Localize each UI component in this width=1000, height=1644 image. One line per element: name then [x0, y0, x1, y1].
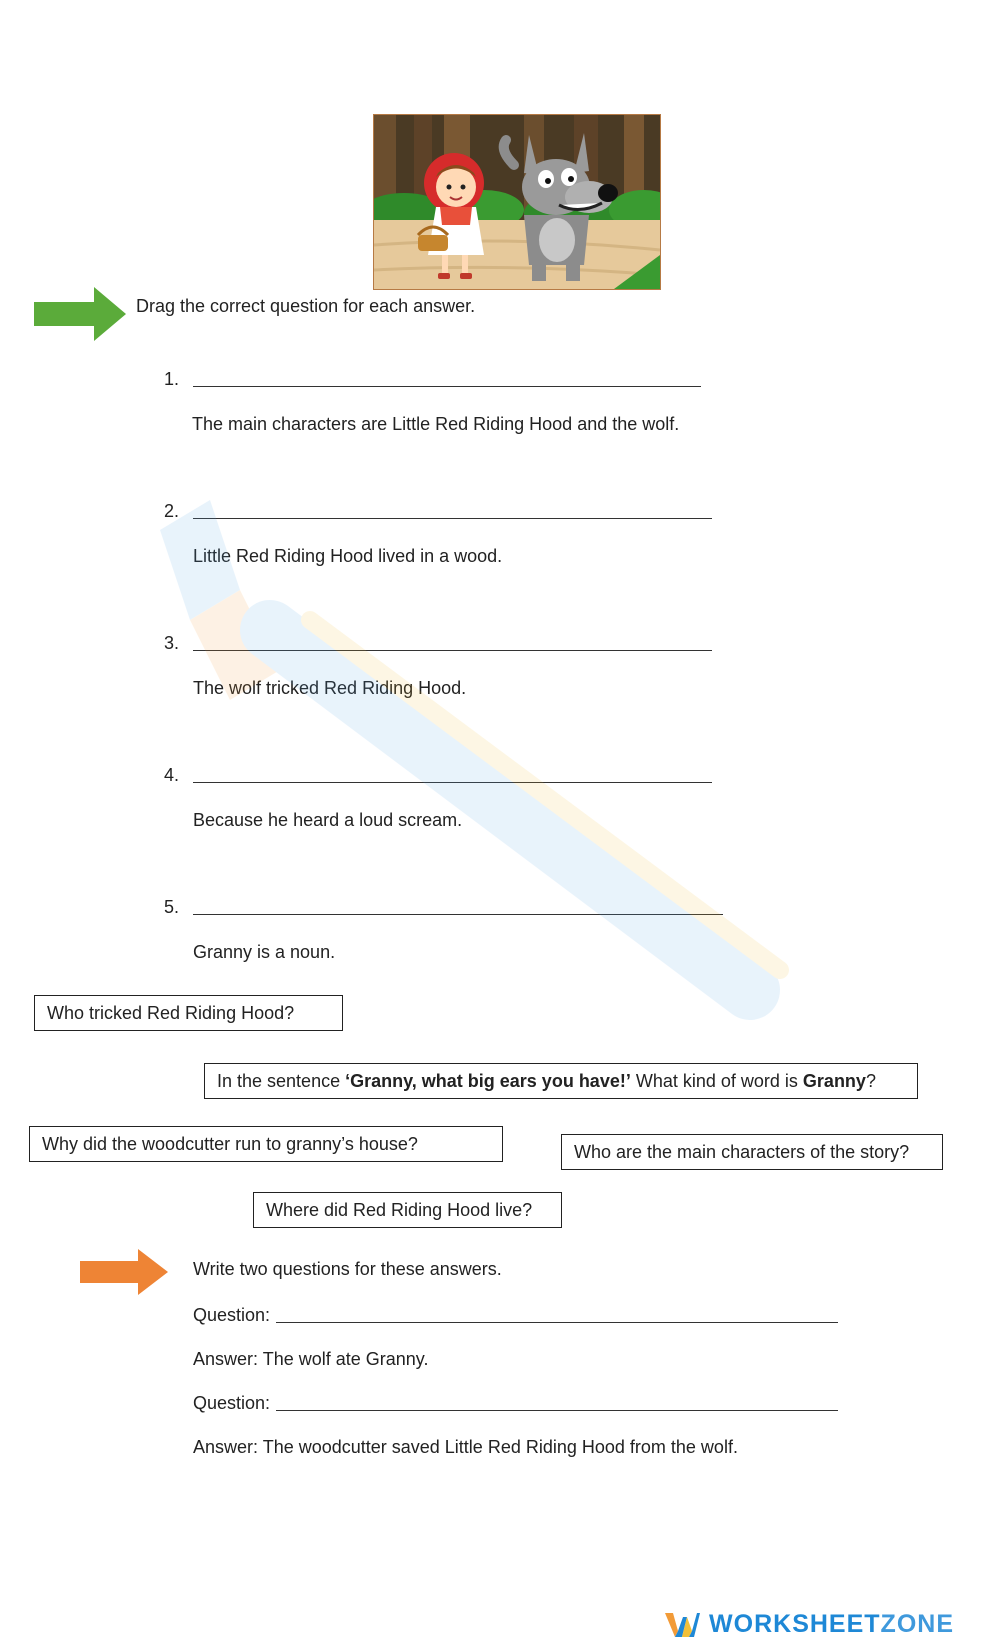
item-number-5: 5.: [164, 897, 180, 917]
option-where-live-label: Where did Red Riding Hood live?: [266, 1200, 533, 1220]
option-kind-of-word-granny: Granny: [802, 1071, 866, 1091]
question-blank-1[interactable]: [276, 1322, 838, 1323]
option-kind-of-word-mid: What kind of word is: [630, 1071, 803, 1091]
answer-text-2: Little Red Riding Hood lived in a wood.: [193, 546, 503, 566]
item-number-1: 1.: [164, 369, 180, 389]
green-arrow-icon: [34, 287, 126, 341]
answer-blank-4[interactable]: [193, 782, 712, 783]
option-kind-of-word-quote: ‘Granny, what big ears you have!’: [345, 1071, 631, 1091]
drag-instruction: Drag the correct question for each answer.: [136, 296, 476, 316]
option-where-live[interactable]: [253, 1192, 562, 1228]
answer-text-1: The main characters are Little Red Riding Hood and the wolf.: [192, 414, 680, 434]
answer-blank-5[interactable]: [193, 914, 723, 915]
option-kind-of-word-end: ?: [865, 1071, 876, 1091]
orange-arrow-icon: [80, 1249, 168, 1295]
option-woodcutter-label: Why did the woodcutter run to granny’s house?: [42, 1134, 418, 1154]
brand-name-part1: WORKSHEET: [709, 1609, 881, 1638]
answer-blank-2[interactable]: [193, 518, 712, 519]
brand-logo: [663, 1604, 954, 1644]
answer-text-4: Because he heard a loud scream.: [193, 810, 463, 830]
worksheetzone-logo-icon: [663, 1609, 701, 1639]
item-number-2: 2.: [164, 501, 180, 521]
question-label-2: Question:: [193, 1393, 271, 1413]
option-who-tricked[interactable]: [34, 995, 343, 1031]
answer-text-3: The wolf tricked Red Riding Hood.: [193, 678, 467, 698]
item-number-3: 3.: [164, 633, 180, 653]
option-main-characters[interactable]: [561, 1134, 943, 1170]
story-illustration: [373, 114, 661, 290]
answer-line-2: Answer: The woodcutter saved Little Red Riding Hood from the wolf.: [193, 1437, 738, 1457]
answer-text-5: Granny is a noun.: [193, 942, 336, 962]
option-kind-of-word[interactable]: [204, 1063, 918, 1099]
write-instruction: Write two questions for these answers.: [193, 1259, 502, 1279]
answer-blank-1[interactable]: [193, 386, 701, 387]
option-kind-of-word-pre: In the sentence: [217, 1071, 346, 1091]
option-main-characters-label: Who are the main characters of the story?: [574, 1142, 910, 1162]
answer-blank-3[interactable]: [193, 650, 712, 651]
item-number-4: 4.: [164, 765, 180, 785]
option-who-tricked-label: Who tricked Red Riding Hood?: [47, 1003, 295, 1023]
option-woodcutter[interactable]: [29, 1126, 503, 1162]
question-label-1: Question:: [193, 1305, 271, 1325]
brand-name: [709, 1610, 954, 1639]
question-blank-2[interactable]: [276, 1410, 838, 1411]
answer-line-1: Answer: The wolf ate Granny.: [193, 1349, 429, 1369]
brand-name-part2: ZONE: [880, 1609, 954, 1638]
